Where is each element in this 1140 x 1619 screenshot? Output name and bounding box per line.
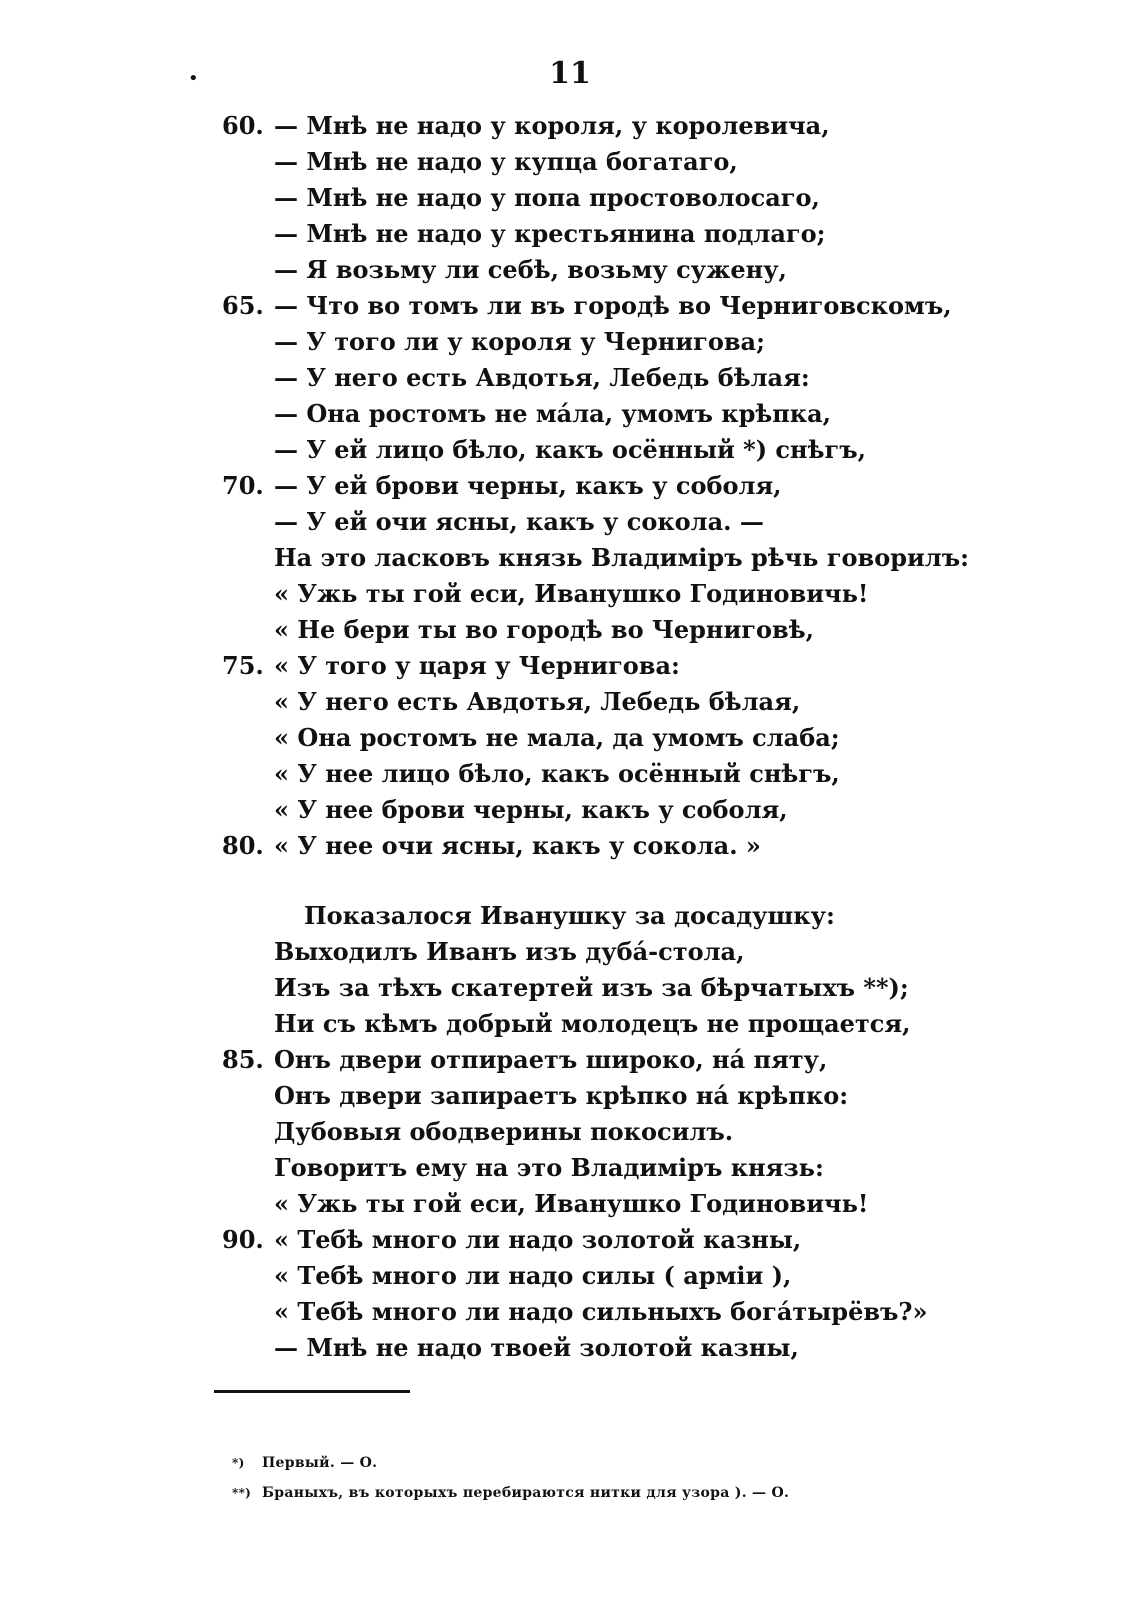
verse-line bbox=[222, 540, 982, 576]
verse-line bbox=[222, 720, 982, 756]
verse-text: « Тебѣ много ли надо силы ( арміи ), bbox=[274, 1261, 792, 1290]
verse-text: Ни съ кѣмъ добрый молодецъ не прощается, bbox=[274, 1009, 911, 1038]
verse-text: « У нее очи ясны, какъ у сокола. » bbox=[274, 831, 761, 860]
verse-line bbox=[222, 396, 982, 432]
verse-line bbox=[222, 1186, 982, 1222]
footnote bbox=[232, 1478, 992, 1508]
verse-text: — Я возьму ли себѣ, возьму сужену, bbox=[274, 255, 787, 284]
verse-text: Говоритъ ему на это Владиміръ князь: bbox=[274, 1153, 824, 1182]
verse-line bbox=[222, 288, 982, 324]
footnotes bbox=[232, 1448, 992, 1508]
page-number: 11 bbox=[549, 56, 591, 91]
verse-line bbox=[222, 1114, 982, 1150]
verse-number: 65. bbox=[222, 291, 264, 320]
verse-line bbox=[222, 1330, 982, 1366]
footnote-mark: *) bbox=[232, 1456, 245, 1470]
verse-line bbox=[222, 576, 982, 612]
verse-line bbox=[222, 1006, 982, 1042]
verse-number: 90. bbox=[222, 1225, 264, 1254]
verse-text: « Не бери ты во городѣ во Черниговѣ, bbox=[274, 615, 814, 644]
verse-text: — У того ли у короля у Чернигова; bbox=[274, 327, 765, 356]
verse-text: Онъ двери запираетъ крѣпко нá крѣпко: bbox=[274, 1081, 849, 1110]
verse-line bbox=[222, 180, 982, 216]
verse-text: « У него есть Авдотья, Лебедь бѣлая, bbox=[274, 687, 801, 716]
verse-text: — Она ростомъ не мáла, умомъ крѣпка, bbox=[274, 399, 832, 428]
verse-text: Онъ двери отпираетъ широко, нá пяту, bbox=[274, 1045, 828, 1074]
verse-line bbox=[222, 648, 982, 684]
verse-number: 60. bbox=[222, 111, 264, 140]
footnote-text: Первый. — О. bbox=[262, 1455, 378, 1471]
verse-line bbox=[222, 360, 982, 396]
verse-line bbox=[222, 970, 982, 1006]
verse-line bbox=[222, 934, 982, 970]
verse-text: Дубовыя ободверины покосилъ. bbox=[274, 1117, 734, 1146]
verse-line bbox=[222, 1258, 982, 1294]
verse-line bbox=[222, 504, 982, 540]
verse-line bbox=[222, 324, 982, 360]
verse-line bbox=[222, 792, 982, 828]
verse-text: Показалося Иванушку за досадушку: bbox=[304, 901, 835, 930]
verse-number: 80. bbox=[222, 831, 264, 860]
verse-text: — У него есть Авдотья, Лебедь бѣлая: bbox=[274, 363, 810, 392]
verse-line bbox=[222, 144, 982, 180]
verse-text: — У ей очи ясны, какъ у сокола. — bbox=[274, 507, 764, 536]
verse-text: Выходилъ Иванъ изъ дубá-стола, bbox=[274, 937, 745, 966]
verse-text: — Мнѣ не надо у крестьянина подлаго; bbox=[274, 219, 826, 248]
footnote-mark: **) bbox=[232, 1486, 252, 1500]
verse-text: — Мнѣ не надо твоей золотой казны, bbox=[274, 1333, 799, 1362]
footnote bbox=[232, 1448, 992, 1478]
verse-text: « Ужь ты гой еси, Иванушко Годиновичь! bbox=[274, 1189, 869, 1218]
verse-line bbox=[222, 612, 982, 648]
verse-text: Изъ за тѣхъ скатертей изъ за бѣрчатыхъ **); bbox=[274, 973, 909, 1002]
verse-line bbox=[222, 1150, 982, 1186]
footnote-rule bbox=[214, 1390, 410, 1393]
footnote-text: Браныхъ, въ которыхъ перебираются нитки для узора ). — О. bbox=[262, 1485, 790, 1501]
verse-number: 85. bbox=[222, 1045, 264, 1074]
verse-line bbox=[222, 684, 982, 720]
verse-line bbox=[222, 756, 982, 792]
verse-text: — У ей лицо бѣло, какъ осённый *) снѣгъ, bbox=[274, 435, 866, 464]
verse-text: « Ужь ты гой еси, Иванушко Годиновичь! bbox=[274, 579, 869, 608]
verse-block bbox=[222, 108, 982, 1366]
verse-text: « Она ростомъ не мала, да умомъ слаба; bbox=[274, 723, 840, 752]
verse-line bbox=[222, 828, 982, 864]
verse-line bbox=[222, 1042, 982, 1078]
verse-text: « У нее лицо бѣло, какъ осённый снѣгъ, bbox=[274, 759, 840, 788]
verse-number: 75. bbox=[222, 651, 264, 680]
verse-line bbox=[222, 432, 982, 468]
verse-line bbox=[222, 1222, 982, 1258]
verse-text: « Тебѣ много ли надо сильныхъ богáтырёвъ?» bbox=[274, 1297, 928, 1326]
verse-line bbox=[222, 216, 982, 252]
verse-text: — Что во томъ ли въ городѣ во Черниговскомъ, bbox=[274, 291, 952, 320]
verse-line bbox=[222, 468, 982, 504]
verse-text: — Мнѣ не надо у короля, у королевича, bbox=[274, 111, 830, 140]
verse-line bbox=[222, 108, 982, 144]
verse-line bbox=[222, 1294, 982, 1330]
verse-text: « У нее брови черны, какъ у соболя, bbox=[274, 795, 788, 824]
verse-text: — Мнѣ не надо у купца богатаго, bbox=[274, 147, 738, 176]
verse-number: 70. bbox=[222, 471, 264, 500]
verse-text: — У ей брови черны, какъ у соболя, bbox=[274, 471, 782, 500]
verse-text: « Тебѣ много ли надо золотой казны, bbox=[274, 1225, 802, 1254]
verse-line bbox=[222, 252, 982, 288]
verse-text: На это ласковъ князь Владиміръ рѣчь говорилъ: bbox=[274, 543, 969, 572]
verse-line bbox=[222, 1078, 982, 1114]
verse-text: — Мнѣ не надо у попа простоволосаго, bbox=[274, 183, 820, 212]
verse-text: « У того у царя у Чернигова: bbox=[274, 651, 680, 680]
page-bullet: • bbox=[188, 68, 199, 89]
verse-line bbox=[222, 898, 982, 934]
